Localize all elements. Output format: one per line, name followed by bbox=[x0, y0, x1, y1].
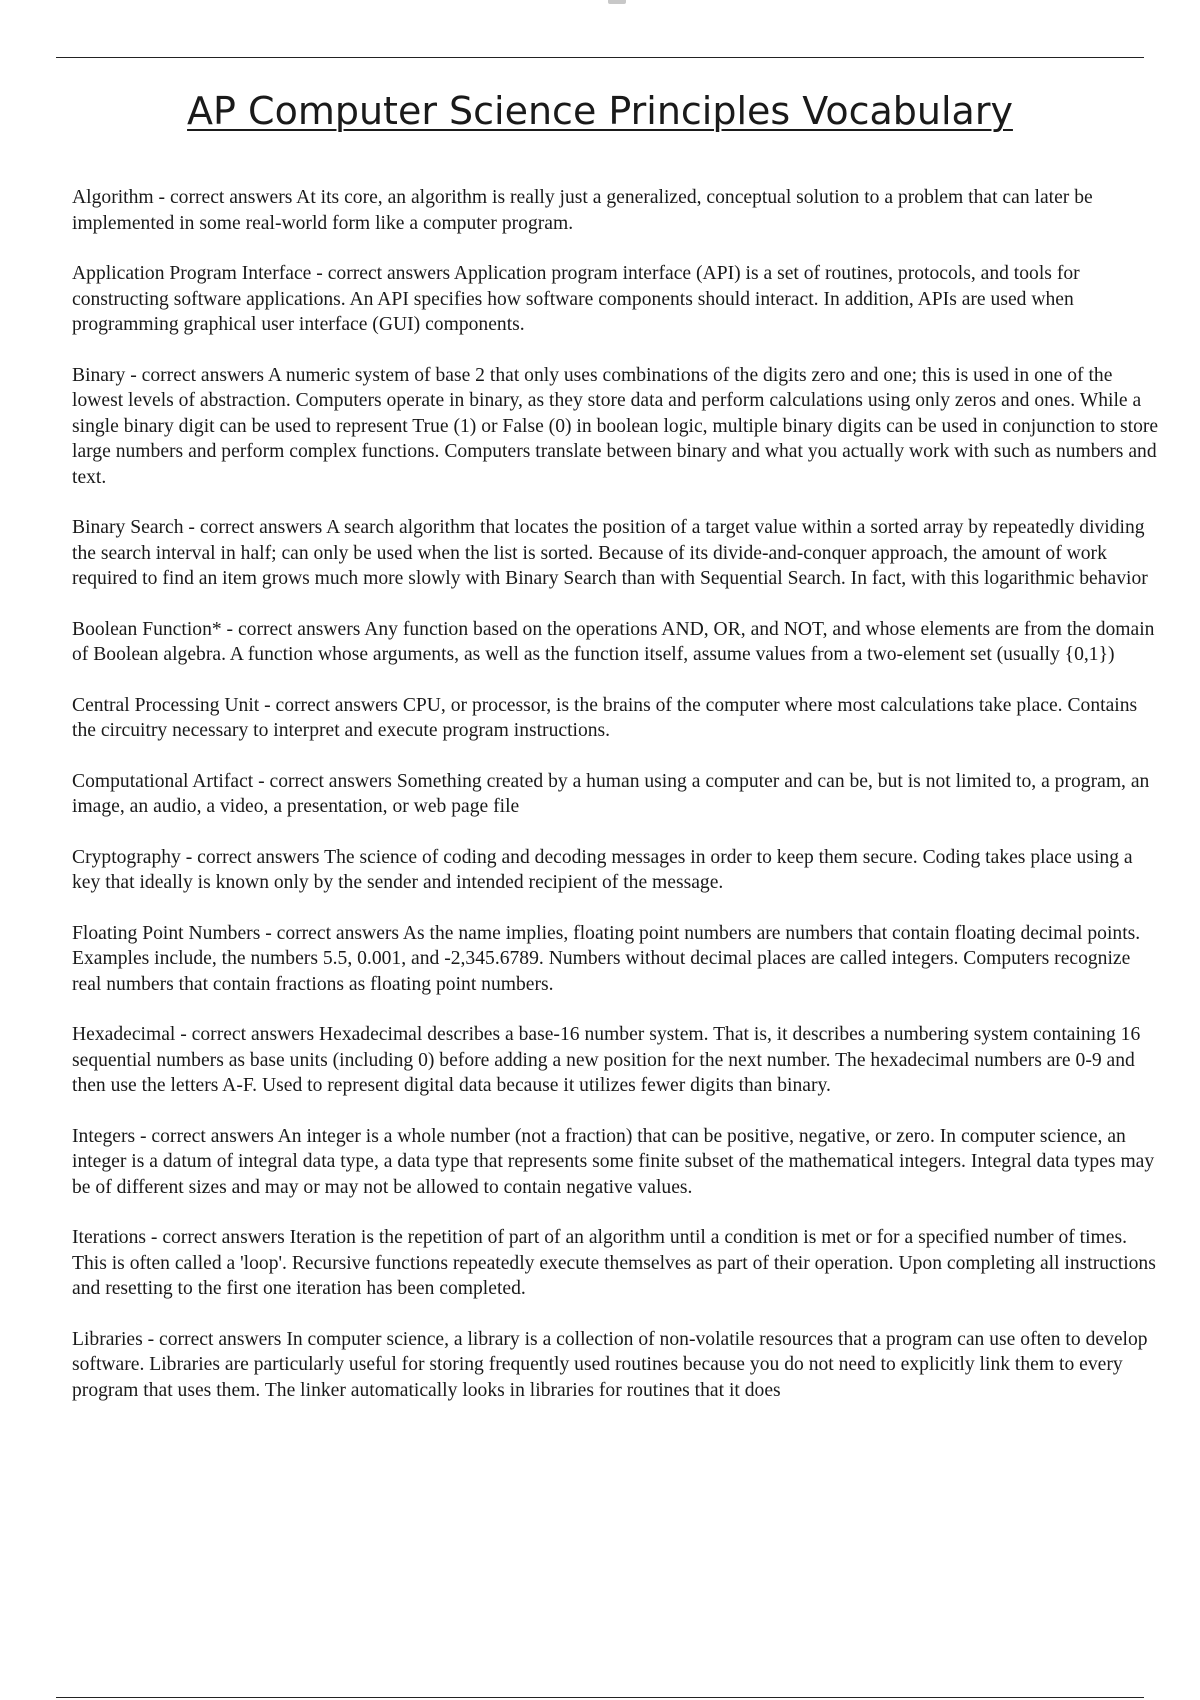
vocabulary-list bbox=[72, 185, 1162, 1428]
entry-hexadecimal: Hexadecimal - correct answers Hexadecimal describes a base-16 number system. That is, it describes a numbering system containing 16 sequential numbers as base units (including 0) before adding a new position for the next number. The hexadecimal numbers are 0-9 and then use the letters A-F. Used to represent digital data because it utilizes fewer digits than binary. bbox=[72, 1024, 1141, 1096]
entry-floating-point-numbers: Floating Point Numbers - correct answers As the name implies, floating point numbers are numbers that contain floating decimal points. Examples include, the numbers 5.5, 0.001, and -2,345.6789. Numbers without decimal places are called integers. Computers recognize real numbers that contain fractions as floating point numbers. bbox=[72, 922, 1141, 995]
entry-integers: Integers - correct answers An integer is a whole number (not a fraction) that can be positive, negative, or zero. In computer science, an integer is a datum of integral data type, a data type that represents some finite subset of the mathematical integers. Integral data types may be of different sizes and may or may not be allowed to contain negative values. bbox=[72, 1125, 1155, 1198]
entry-application-program-interface: Application Program Interface - correct answers Application program interface (API) is a set of routines, protocols, and tools for constructing software applications. An API specifies how software components should interact. In addition, APIs are used when programming graphical user interface (GUI) components. bbox=[72, 263, 1080, 335]
entry-computational-artifact: Computational Artifact - correct answers Something created by a human using a computer and can be, but is not limited to, a program, an image, an audio, a video, a presentation, or web page file bbox=[72, 770, 1150, 817]
entry-boolean-function: Boolean Function* - correct answers Any function based on the operations AND, OR, and NOT, and whose elements are from the domain of Boolean algebra. A function whose arguments, as well as the function itself, assume values from a two-element set (usually {0,1}) bbox=[72, 618, 1155, 665]
entry-libraries: Libraries - correct answers In computer science, a library is a collection of non-volatile resources that a program can use often to develop software. Libraries are particularly useful for storing frequently used routines because you do not need to explicitly link them to every program that uses them. The linker automatically looks in libraries for routines that it does bbox=[72, 1328, 1148, 1401]
entry-central-processing-unit: Central Processing Unit - correct answers CPU, or processor, is the brains of the computer where most calculations take place. Contains the circuitry necessary to interpret and execute program instructions. bbox=[72, 694, 1138, 741]
entry-cryptography: Cryptography - correct answers The science of coding and decoding messages in order to keep them secure. Coding takes place using a key that ideally is known only by the sender and intended recipient of the message. bbox=[72, 846, 1133, 893]
entry-iterations: Iterations - correct answers Iteration is the repetition of part of an algorithm until a condition is met or for a specified number of times. This is often called a 'loop'. Recursive functions repeatedly execute themselves as part of their operation. Upon completing all instructions and resetting to the first one iteration has been completed. bbox=[72, 1227, 1156, 1299]
entry-binary-search: Binary Search - correct answers A search algorithm that locates the position of a target value within a sorted array by repeatedly dividing the search interval in half; can only be used when the list is sorted. Because of its divide-and-conquer approach, the amount of work required to find an item grows much more slowly with Binary Search than with Sequential Search. In fact, with this logarithmic behavior bbox=[72, 517, 1148, 589]
page-top-marker bbox=[608, 0, 626, 4]
page-title: AP Computer Science Principles Vocabulary bbox=[187, 89, 1013, 133]
header-rule bbox=[56, 57, 1144, 58]
entry-algorithm: Algorithm - correct answers At its core, an algorithm is really just a generalized, conceptual solution to a problem that can later be implemented in some real-world form like a computer program. bbox=[72, 187, 1093, 234]
footer-rule bbox=[56, 1697, 1144, 1698]
entry-binary: Binary - correct answers A numeric system of base 2 that only uses combinations of the digits zero and one; this is used in one of the lowest levels of abstraction. Computers operate in binary, as they store data and perform calculations using only zeros and ones. While a single binary digit can be used to represent True (1) or False (0) in boolean logic, multiple binary digits can be used in conjunction to store large numbers and perform complex functions. Computers translate between binary and what you actually work with such as numbers and text. bbox=[72, 364, 1159, 488]
